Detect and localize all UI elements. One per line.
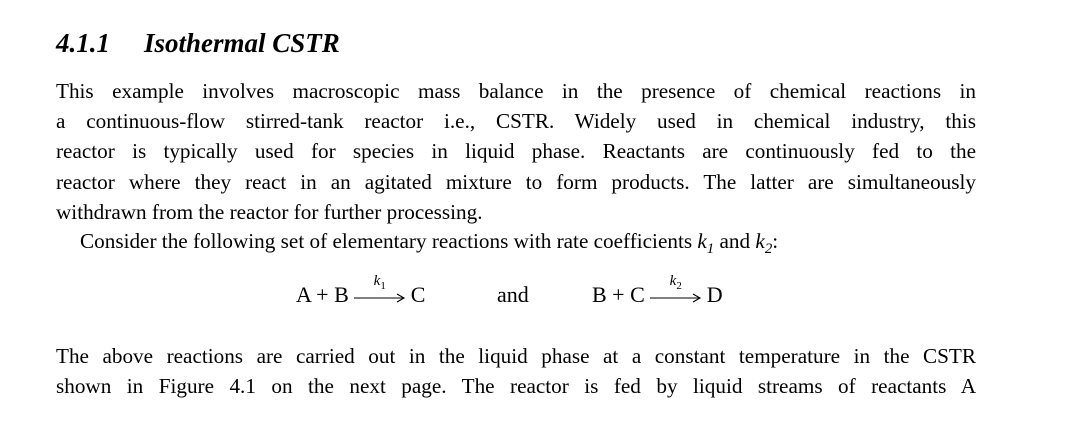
reaction-2-arrow — [649, 272, 703, 308]
reaction-2-product: D — [706, 282, 723, 307]
reaction-2-reactants: B + C — [592, 282, 645, 307]
paragraph-line: reactor is typically used for species in liquid phase. Reactants are continuously fed to the — [56, 139, 976, 164]
section-heading — [56, 28, 340, 59]
reaction-1-reactants: A + B — [296, 282, 349, 307]
paragraph-line: The above reactions are carried out in the liquid phase at a constant temperature in the CSTR — [56, 344, 976, 368]
reaction-1-equation — [296, 272, 426, 322]
reaction-2-rate-label: $k_2$ — [669, 272, 682, 292]
right-arrow-icon — [353, 292, 407, 304]
section-title: Isothermal CSTR — [144, 28, 340, 58]
reaction-1-product: C — [410, 282, 426, 307]
conjunction-text: and — [714, 229, 756, 253]
paragraph-line: This example involves macroscopic mass balance in the presence of chemical reactions in — [56, 79, 976, 103]
paragraph-line: a continuous-flow stirred-tank reactor i.e., CSTR. Widely used in chemical industry, this — [56, 109, 976, 134]
right-arrow-icon — [649, 292, 703, 304]
paragraph-line: withdrawn from the reactor for further processing. — [56, 199, 483, 224]
reaction-1-arrow — [353, 272, 407, 308]
paragraph-text: Consider the following set of elementary reactions with rate coefficients — [80, 229, 698, 253]
paragraph-reactor-description — [56, 341, 976, 401]
paragraph-line — [56, 226, 976, 256]
reaction-1-rate-label: $k_1$ — [373, 272, 386, 292]
section-number: 4.1.1 — [56, 28, 110, 58]
rate-coefficient-k2: $k_2$ — [755, 229, 773, 258]
paragraph-line: shown in Figure 4.1 on the next page. The reactor is fed by liquid streams of reactants A — [56, 374, 976, 399]
reaction-2-equation — [592, 272, 723, 322]
paragraph-intro — [56, 76, 976, 227]
rate-coefficient-k1: $k_1$ — [697, 229, 715, 258]
reaction-connector: and — [497, 282, 529, 307]
paragraph-line: reactor where they react in an agitated mixture to form products. The latter are simultaneously — [56, 169, 976, 194]
paragraph-end-punctuation: : — [772, 229, 779, 253]
paragraph-reactions-intro — [56, 226, 976, 256]
